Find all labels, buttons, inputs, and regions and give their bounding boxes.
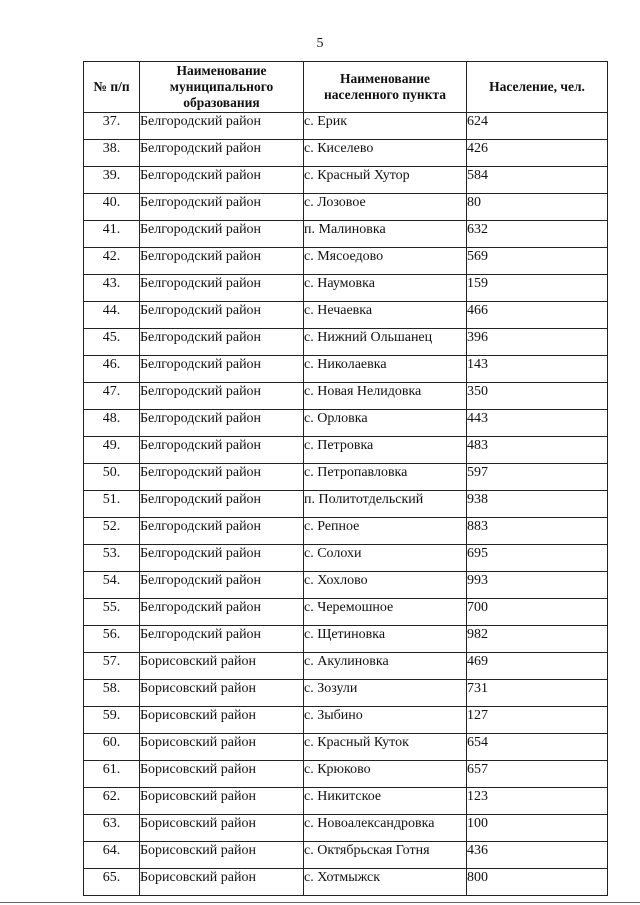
cell-municipality: Белгородский район <box>140 302 304 329</box>
cell-population: 426 <box>467 140 608 167</box>
cell-population: 100 <box>467 815 608 842</box>
cell-population: 632 <box>467 221 608 248</box>
table-row <box>84 356 608 383</box>
table-row <box>84 572 608 599</box>
cell-num: 61. <box>84 761 140 788</box>
cell-num: 44. <box>84 302 140 329</box>
cell-num: 55. <box>84 599 140 626</box>
table-row <box>84 518 608 545</box>
cell-municipality: Белгородский район <box>140 545 304 572</box>
cell-municipality: Борисовский район <box>140 815 304 842</box>
cell-settlement: п. Малиновка <box>304 221 467 248</box>
cell-settlement: с. Репное <box>304 518 467 545</box>
cell-population: 123 <box>467 788 608 815</box>
table-row <box>84 275 608 302</box>
cell-population: 800 <box>467 869 608 896</box>
cell-municipality: Белгородский район <box>140 572 304 599</box>
cell-settlement: с. Новоалександровка <box>304 815 467 842</box>
cell-num: 49. <box>84 437 140 464</box>
table-row <box>84 815 608 842</box>
cell-population: 127 <box>467 707 608 734</box>
cell-num: 62. <box>84 788 140 815</box>
cell-municipality: Белгородский район <box>140 167 304 194</box>
table-row <box>84 545 608 572</box>
page-edge-rule <box>0 902 640 903</box>
cell-population: 700 <box>467 599 608 626</box>
cell-num: 48. <box>84 410 140 437</box>
table-body <box>84 113 608 896</box>
cell-municipality: Борисовский район <box>140 788 304 815</box>
cell-settlement: с. Хохлово <box>304 572 467 599</box>
cell-municipality: Борисовский район <box>140 842 304 869</box>
cell-settlement: с. Петровка <box>304 437 467 464</box>
table-row <box>84 491 608 518</box>
table-row <box>84 626 608 653</box>
page-number: 5 <box>316 36 324 51</box>
cell-num: 60. <box>84 734 140 761</box>
cell-num: 54. <box>84 572 140 599</box>
table-header-row <box>84 62 608 113</box>
cell-population: 396 <box>467 329 608 356</box>
table-row <box>84 761 608 788</box>
header-settlement: Наименование населенного пункта <box>304 62 467 113</box>
table-row <box>84 221 608 248</box>
cell-settlement: с. Нижний Ольшанец <box>304 329 467 356</box>
cell-population: 436 <box>467 842 608 869</box>
cell-municipality: Белгородский район <box>140 221 304 248</box>
cell-num: 58. <box>84 680 140 707</box>
cell-municipality: Борисовский район <box>140 869 304 896</box>
cell-num: 40. <box>84 194 140 221</box>
cell-population: 569 <box>467 248 608 275</box>
header-municipality: Наименование муниципального образования <box>140 62 304 113</box>
table-row <box>84 167 608 194</box>
cell-population: 350 <box>467 383 608 410</box>
cell-municipality: Белгородский район <box>140 329 304 356</box>
cell-settlement: п. Политотдельский <box>304 491 467 518</box>
cell-municipality: Белгородский район <box>140 194 304 221</box>
cell-settlement: с. Красный Хутор <box>304 167 467 194</box>
cell-settlement: с. Николаевка <box>304 356 467 383</box>
cell-settlement: с. Лозовое <box>304 194 467 221</box>
cell-municipality: Белгородский район <box>140 140 304 167</box>
cell-num: 37. <box>84 113 140 140</box>
cell-num: 63. <box>84 815 140 842</box>
cell-num: 53. <box>84 545 140 572</box>
cell-settlement: с. Солохи <box>304 545 467 572</box>
cell-population: 469 <box>467 653 608 680</box>
table-row <box>84 842 608 869</box>
cell-num: 39. <box>84 167 140 194</box>
table-row <box>84 140 608 167</box>
table-row <box>84 680 608 707</box>
cell-num: 52. <box>84 518 140 545</box>
cell-settlement: с. Петропавловка <box>304 464 467 491</box>
cell-municipality: Белгородский район <box>140 275 304 302</box>
table-row <box>84 302 608 329</box>
cell-population: 654 <box>467 734 608 761</box>
cell-population: 483 <box>467 437 608 464</box>
cell-municipality: Белгородский район <box>140 599 304 626</box>
cell-settlement: с. Зыбино <box>304 707 467 734</box>
cell-settlement: с. Мясоедово <box>304 248 467 275</box>
table-row <box>84 788 608 815</box>
cell-settlement: с. Акулиновка <box>304 653 467 680</box>
cell-num: 51. <box>84 491 140 518</box>
cell-municipality: Борисовский район <box>140 761 304 788</box>
cell-num: 65. <box>84 869 140 896</box>
table-row <box>84 464 608 491</box>
table-row <box>84 707 608 734</box>
cell-settlement: с. Никитское <box>304 788 467 815</box>
cell-num: 43. <box>84 275 140 302</box>
cell-population: 657 <box>467 761 608 788</box>
cell-municipality: Белгородский район <box>140 626 304 653</box>
cell-settlement: с. Орловка <box>304 410 467 437</box>
cell-settlement: с. Крюково <box>304 761 467 788</box>
header-num: № п/п <box>84 62 140 113</box>
cell-num: 46. <box>84 356 140 383</box>
cell-num: 57. <box>84 653 140 680</box>
cell-num: 56. <box>84 626 140 653</box>
cell-settlement: с. Новая Нелидовка <box>304 383 467 410</box>
settlements-table <box>83 61 608 896</box>
cell-settlement: с. Зозули <box>304 680 467 707</box>
cell-settlement: с. Красный Куток <box>304 734 467 761</box>
cell-population: 597 <box>467 464 608 491</box>
cell-municipality: Борисовский район <box>140 707 304 734</box>
cell-settlement: с. Ерик <box>304 113 467 140</box>
cell-population: 883 <box>467 518 608 545</box>
cell-settlement: с. Черемошное <box>304 599 467 626</box>
cell-municipality: Борисовский район <box>140 734 304 761</box>
cell-num: 59. <box>84 707 140 734</box>
cell-settlement: с. Щетиновка <box>304 626 467 653</box>
cell-num: 38. <box>84 140 140 167</box>
cell-settlement: с. Киселево <box>304 140 467 167</box>
cell-num: 50. <box>84 464 140 491</box>
table-row <box>84 383 608 410</box>
cell-population: 80 <box>467 194 608 221</box>
cell-num: 41. <box>84 221 140 248</box>
cell-settlement: с. Нечаевка <box>304 302 467 329</box>
table-row <box>84 410 608 437</box>
cell-municipality: Белгородский район <box>140 113 304 140</box>
cell-municipality: Белгородский район <box>140 356 304 383</box>
table-row <box>84 653 608 680</box>
table-row <box>84 329 608 356</box>
cell-municipality: Белгородский район <box>140 437 304 464</box>
cell-municipality: Борисовский район <box>140 653 304 680</box>
table-row <box>84 248 608 275</box>
cell-municipality: Белгородский район <box>140 464 304 491</box>
cell-population: 731 <box>467 680 608 707</box>
cell-population: 982 <box>467 626 608 653</box>
cell-municipality: Белгородский район <box>140 491 304 518</box>
cell-population: 159 <box>467 275 608 302</box>
table-row <box>84 437 608 464</box>
cell-num: 42. <box>84 248 140 275</box>
cell-population: 695 <box>467 545 608 572</box>
table-row <box>84 113 608 140</box>
table-row <box>84 734 608 761</box>
cell-settlement: с. Октябрьская Готня <box>304 842 467 869</box>
cell-population: 584 <box>467 167 608 194</box>
cell-municipality: Белгородский район <box>140 248 304 275</box>
cell-population: 993 <box>467 572 608 599</box>
cell-population: 443 <box>467 410 608 437</box>
table-row <box>84 599 608 626</box>
cell-municipality: Белгородский район <box>140 383 304 410</box>
cell-num: 47. <box>84 383 140 410</box>
cell-municipality: Белгородский район <box>140 518 304 545</box>
cell-settlement: с. Хотмыжск <box>304 869 467 896</box>
cell-population: 466 <box>467 302 608 329</box>
cell-population: 624 <box>467 113 608 140</box>
cell-num: 64. <box>84 842 140 869</box>
table-row <box>84 869 608 896</box>
header-population: Население, чел. <box>467 62 608 113</box>
cell-municipality: Борисовский район <box>140 680 304 707</box>
cell-population: 938 <box>467 491 608 518</box>
cell-settlement: с. Наумовка <box>304 275 467 302</box>
table-row <box>84 194 608 221</box>
cell-num: 45. <box>84 329 140 356</box>
cell-municipality: Белгородский район <box>140 410 304 437</box>
cell-population: 143 <box>467 356 608 383</box>
